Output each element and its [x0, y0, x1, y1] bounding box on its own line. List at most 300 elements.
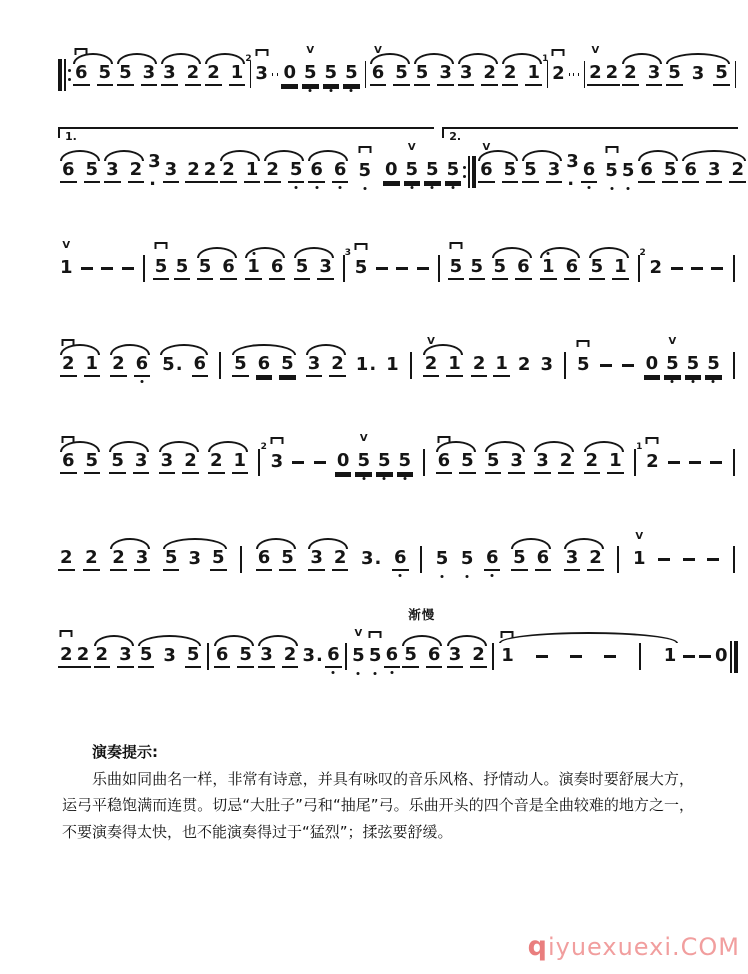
- note-digit: 1: [542, 255, 555, 277]
- note: [434, 547, 451, 570]
- slur-group: [620, 61, 664, 86]
- note: [350, 627, 367, 667]
- octave-dot-below: [357, 672, 360, 675]
- octave-dot-below: [431, 186, 434, 189]
- note: [104, 158, 121, 183]
- slur-group: [664, 61, 732, 86]
- octave-dot-below: [610, 187, 613, 190]
- barline: [410, 352, 412, 379]
- note: [356, 159, 373, 182]
- octave-dot-below: [403, 477, 406, 480]
- note-digit: 5: [590, 255, 604, 277]
- octave-dot-below: [140, 380, 143, 383]
- note-digit: 3: [540, 353, 553, 375]
- up-bow-icon: V: [635, 530, 644, 542]
- note: [153, 255, 170, 280]
- dash-hold: [376, 267, 388, 270]
- note: [384, 643, 401, 668]
- note: [631, 530, 648, 570]
- octave-dot-below: [315, 186, 318, 189]
- note-digit: 5: [460, 547, 474, 569]
- down-bow-icon: [552, 49, 565, 56]
- note: [220, 158, 237, 183]
- note-digit: 5: [198, 255, 212, 277]
- note: [713, 61, 730, 86]
- barline: [258, 449, 260, 476]
- note: [604, 61, 621, 86]
- note-digit: 1: [386, 353, 399, 375]
- note-digit: 3: [510, 449, 523, 471]
- note: [294, 255, 311, 280]
- note-digit: 2: [503, 61, 517, 83]
- dash-hold: [671, 267, 683, 270]
- : [463, 175, 466, 178]
- note-digit: 5: [304, 61, 317, 83]
- note: [229, 61, 246, 86]
- note-digit: 6: [257, 546, 271, 568]
- note-digit: 3: [319, 255, 332, 277]
- note: [404, 141, 421, 183]
- slur-group: [538, 255, 582, 280]
- note: [706, 158, 723, 183]
- score-line-4: [58, 317, 738, 414]
- dash-hold: [689, 461, 701, 464]
- slur-group: [212, 643, 256, 668]
- note: [83, 546, 100, 571]
- note: [612, 255, 629, 280]
- note: [542, 53, 567, 85]
- note-digit: 3: [260, 643, 273, 665]
- dash-hold: [668, 461, 680, 464]
- note-digit: 2: [552, 62, 565, 84]
- note: [197, 255, 214, 280]
- slur-group: [161, 546, 229, 571]
- watermark-initial: q: [527, 931, 548, 962]
- note: [423, 335, 440, 377]
- slur-group: [58, 449, 102, 474]
- note-digit: 5: [668, 61, 681, 83]
- octave-dot-below: [339, 186, 342, 189]
- augmentation-dot: .: [369, 353, 377, 375]
- dash-hold: [683, 655, 695, 658]
- note: [458, 61, 475, 86]
- : [468, 156, 470, 188]
- note: [186, 547, 203, 570]
- score-line-7: [58, 608, 738, 705]
- note: [134, 352, 151, 377]
- note-digit: 2: [112, 546, 125, 568]
- note-digit: 1: [355, 353, 369, 375]
- note-digit: 6: [75, 61, 88, 83]
- finger-number: 2: [260, 441, 267, 452]
- note: [256, 352, 273, 377]
- watermark: [528, 931, 740, 962]
- octave-dot-below: [350, 89, 353, 92]
- note: [279, 352, 296, 377]
- note: [60, 449, 77, 474]
- note: [302, 44, 319, 86]
- barline: [423, 449, 425, 476]
- note-digit: 5: [605, 159, 618, 181]
- note-digit: 6: [684, 158, 697, 180]
- : [463, 166, 466, 178]
- note-digit: 6: [480, 158, 493, 180]
- slur-group: [562, 546, 606, 571]
- note: [508, 449, 525, 474]
- note-digit: 5: [85, 449, 99, 471]
- note-digit: 3: [163, 644, 176, 666]
- augmentation-dot: .: [175, 353, 183, 375]
- note: [639, 247, 665, 279]
- slur-group: [497, 643, 680, 670]
- note-digit: 2: [203, 158, 217, 180]
- note-digit: 2: [62, 352, 75, 374]
- note-digit: 0: [714, 644, 728, 666]
- slur-group: [532, 449, 576, 474]
- note-digit: 5: [426, 158, 439, 180]
- dash-hold: [622, 364, 634, 367]
- note: [638, 158, 655, 183]
- note: [705, 352, 722, 377]
- note: [288, 158, 305, 183]
- note: [75, 643, 92, 668]
- performance-tips: [62, 739, 694, 846]
- slur-group: [218, 158, 262, 183]
- note: [300, 644, 324, 667]
- barline: [143, 255, 145, 282]
- octave-dot-below: [383, 477, 386, 480]
- dash-hold: [699, 655, 711, 658]
- slur-group: [587, 255, 631, 280]
- note: [110, 546, 127, 571]
- beam-group: [381, 141, 463, 183]
- note: [174, 255, 191, 280]
- octave-dot-below: [390, 671, 393, 674]
- volta-2-bracket: [442, 127, 738, 143]
- barline: [343, 255, 345, 282]
- note-digit: 3: [164, 158, 178, 180]
- note-digit: 5: [98, 61, 112, 83]
- note-digit: 3: [188, 547, 201, 569]
- note-digit: 3: [134, 449, 148, 471]
- note-digit: 2: [184, 449, 197, 471]
- note-digit: 3: [255, 62, 268, 84]
- note: [245, 53, 270, 85]
- note: [192, 352, 209, 377]
- slur-group: [243, 255, 287, 280]
- note: [603, 159, 620, 182]
- note: [141, 61, 158, 86]
- volta-1-label: 1.: [65, 130, 77, 143]
- slur-group: [400, 643, 444, 668]
- dash-hold: [277, 73, 278, 76]
- final-barline: [730, 641, 738, 673]
- slur-group: [157, 449, 201, 474]
- tips-body: 乐曲如同曲名一样，非常有诗意，并具有咏叹的音乐风格、抒情动人。演奏时要舒展大方，运弓平稳饱满而连贯。切忌“大肚子”弓和“抽尾”弓。乐曲开头的四个音是全曲较难的地方之一，不要演奏得太快，也不能演奏得过于“猛烈”；揉弦要舒缓。: [62, 769, 694, 842]
- note-digit: 5: [164, 546, 178, 568]
- dash-hold: [417, 267, 429, 270]
- note: [344, 247, 370, 279]
- up-bow-icon: V: [668, 335, 677, 347]
- note-digit: 5: [281, 546, 294, 568]
- volta-2-label: 2.: [449, 130, 462, 143]
- note-digit: 5: [461, 449, 474, 471]
- note-digit: 2: [283, 643, 297, 665]
- note-digit: 6: [327, 643, 340, 665]
- note: [493, 352, 510, 377]
- note: [185, 643, 202, 668]
- barline: [564, 352, 566, 379]
- note-digit: 5: [162, 353, 175, 375]
- note-digit: 1: [663, 644, 677, 666]
- barline: [240, 546, 242, 573]
- note: [264, 158, 281, 183]
- note-digit: 5: [139, 643, 153, 665]
- note-digit: 2: [624, 61, 637, 83]
- note: [445, 158, 462, 183]
- dash-hold: [658, 558, 670, 561]
- note: [367, 644, 384, 667]
- note: [84, 158, 101, 183]
- note: [58, 643, 75, 668]
- note-digit: 3: [119, 643, 132, 665]
- note-digit: 3: [707, 158, 721, 180]
- note: [110, 352, 127, 377]
- down-bow-icon: [60, 630, 73, 637]
- note: [359, 547, 383, 570]
- note-digit: 1: [230, 61, 244, 83]
- up-bow-icon: V: [591, 44, 600, 56]
- finger-number: 3: [344, 247, 352, 258]
- note-digit: 3: [148, 150, 161, 172]
- dash-hold: [569, 73, 570, 76]
- note: [343, 61, 360, 86]
- note-digit: 6: [193, 352, 207, 374]
- note-digit: 6: [257, 352, 271, 374]
- score-line-2: [58, 123, 744, 220]
- note-digit: 5: [486, 449, 500, 471]
- note: [729, 158, 746, 183]
- octave-dot-below: [712, 380, 715, 383]
- note-digit: 5: [663, 158, 677, 180]
- note-digit: 3: [310, 546, 323, 568]
- note-digit: 2: [129, 158, 143, 180]
- note: [459, 449, 476, 474]
- note: [492, 255, 509, 280]
- note-digit: 1: [233, 449, 247, 471]
- barline: [492, 643, 494, 670]
- note-digit: 5: [295, 255, 309, 277]
- dash-hold: [600, 364, 612, 367]
- repeat-start-sign: [58, 59, 71, 91]
- beam-group: [333, 432, 415, 474]
- note: [564, 150, 581, 191]
- augmentation-dot: .: [149, 168, 156, 190]
- note-digit: 2: [731, 158, 744, 180]
- barline: [345, 643, 347, 670]
- dash-hold: [81, 267, 93, 270]
- note-digit: 2: [95, 643, 109, 665]
- note-digit: 2: [266, 158, 279, 180]
- note: [511, 546, 528, 571]
- note-digit: 5: [234, 352, 247, 374]
- note-digit: 3: [647, 61, 661, 83]
- note-digit: 2: [424, 352, 438, 374]
- augmentation-dot: .: [316, 644, 323, 666]
- note: [146, 150, 163, 191]
- octave-dot-below: [363, 187, 366, 190]
- note-digit: 5: [666, 352, 679, 374]
- note-digit: 5: [415, 61, 429, 83]
- note-digit: 3: [361, 547, 374, 569]
- note: [446, 352, 463, 377]
- octave-dot-below: [627, 187, 630, 190]
- beam-group: [642, 335, 724, 377]
- down-bow-icon: [62, 436, 75, 443]
- note-digit: 6: [640, 158, 653, 180]
- note-digit: 3: [691, 62, 705, 84]
- slur-group: [158, 352, 210, 377]
- octave-dot-below: [332, 671, 335, 674]
- slur-group: [58, 352, 102, 377]
- slur-group: [108, 546, 152, 571]
- barline: [733, 546, 735, 573]
- note: [202, 158, 219, 183]
- note-digit: 3: [439, 61, 452, 83]
- up-bow-icon: V: [306, 44, 315, 56]
- note: [220, 255, 237, 280]
- note: [163, 546, 180, 571]
- note: [383, 158, 400, 183]
- slur-group: [509, 546, 553, 571]
- note: [558, 449, 575, 474]
- finger-number: 1: [542, 53, 549, 64]
- slur-group: [456, 61, 500, 86]
- down-bow-icon: [255, 49, 268, 56]
- up-bow-icon: V: [482, 141, 491, 153]
- note: [244, 158, 261, 183]
- note: [161, 61, 178, 86]
- note: [335, 449, 352, 474]
- down-bow-icon: [355, 243, 368, 250]
- slur-group: [412, 61, 456, 86]
- slur-group: [254, 546, 298, 571]
- note-digit: 1: [85, 352, 99, 374]
- note-digit: 5: [395, 61, 408, 83]
- note-digit: 5: [470, 255, 484, 277]
- note: [185, 61, 202, 86]
- note-digit: 1: [60, 256, 73, 278]
- octave-dot-below: [451, 186, 454, 189]
- note: [436, 449, 453, 474]
- octave-dot-below: [588, 186, 591, 189]
- note-digit: 6: [333, 158, 347, 180]
- note: [666, 61, 683, 86]
- octave-dot-below: [295, 186, 298, 189]
- : [730, 641, 732, 673]
- down-bow-icon: [646, 437, 659, 444]
- note: [471, 352, 488, 377]
- note: [117, 61, 134, 86]
- slur-group: [115, 61, 159, 86]
- note-digit: 2: [187, 158, 200, 180]
- beam-group: [279, 44, 361, 86]
- note: [546, 158, 563, 183]
- note: [376, 449, 393, 474]
- note: [502, 158, 519, 183]
- barline: [638, 255, 640, 282]
- note: [317, 255, 334, 280]
- barline: [617, 546, 619, 573]
- dash-hold: [707, 558, 719, 561]
- score-line-6: [58, 511, 738, 608]
- note: [646, 61, 663, 86]
- note: [332, 546, 349, 571]
- : [734, 641, 738, 673]
- up-bow-icon: V: [62, 239, 71, 251]
- note-digit: 5: [111, 449, 124, 471]
- note-digit: 6: [215, 643, 229, 665]
- note: [182, 449, 199, 474]
- note-digit: 0: [384, 158, 398, 180]
- note: [481, 61, 498, 86]
- note-digit: 3: [106, 158, 119, 180]
- note: [564, 546, 581, 571]
- note: [516, 353, 533, 376]
- note: [323, 61, 340, 86]
- note-digit: 5: [368, 644, 382, 666]
- slur-group: [107, 449, 151, 474]
- note: [269, 255, 286, 280]
- note-digit: 2: [60, 546, 73, 568]
- note: [237, 643, 254, 668]
- note: [58, 546, 75, 571]
- note: [282, 643, 299, 668]
- note: [469, 255, 486, 280]
- octave-dot-below: [399, 574, 402, 577]
- slur-group: [71, 61, 115, 86]
- finger-number: 1: [636, 441, 643, 452]
- octave-dot-below: [491, 574, 494, 577]
- note: [133, 449, 150, 474]
- note-digit: 2: [472, 643, 485, 665]
- note-digit: 5: [119, 61, 132, 83]
- dash-hold: [292, 461, 304, 464]
- note-digit: 5: [211, 546, 225, 568]
- note: [587, 546, 604, 571]
- note-digit: 1: [609, 449, 622, 471]
- dash-hold: [604, 655, 616, 658]
- dash-hold: [536, 655, 548, 658]
- note: [210, 546, 227, 571]
- note-digit: 6: [393, 546, 407, 568]
- note: [584, 449, 601, 474]
- slur-group: [159, 61, 203, 86]
- barline: [207, 643, 209, 670]
- note-digit: 1: [632, 547, 646, 569]
- note-digit: 6: [135, 352, 149, 374]
- note: [354, 353, 378, 376]
- note-digit: 6: [62, 449, 75, 471]
- watermark-text: iyuexuexi.COM: [547, 933, 740, 961]
- note: [589, 255, 606, 280]
- note: [185, 158, 202, 183]
- barline: [634, 449, 636, 476]
- note: [325, 643, 342, 668]
- slur-group: [262, 158, 306, 183]
- barline: [219, 352, 221, 379]
- note: [260, 441, 286, 473]
